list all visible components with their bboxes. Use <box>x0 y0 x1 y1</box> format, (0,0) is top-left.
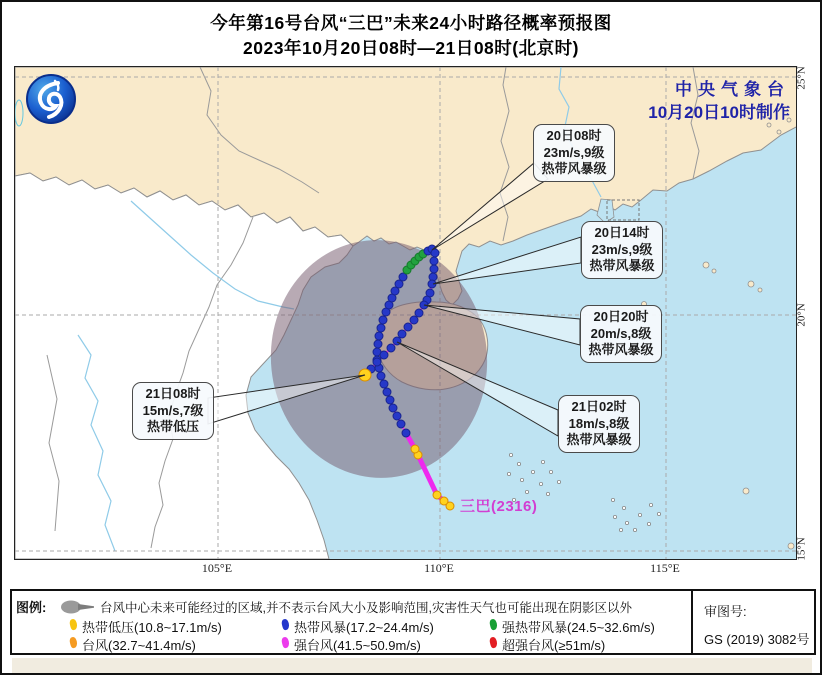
legend-marker-td <box>69 618 78 630</box>
map-canvas <box>15 67 796 559</box>
callout-wind: 15m/s,7级 <box>142 402 204 418</box>
watermark-agency: 中央气象台 <box>675 80 790 99</box>
callout-category: 热带风暴级 <box>589 258 655 273</box>
callout-category: 热带风暴级 <box>588 342 654 357</box>
callout-time: 21日02时 <box>571 399 627 414</box>
legend-item-ty: 台风(32.7~41.4m/s) <box>82 638 196 653</box>
legend-marker-sts <box>489 618 498 630</box>
legend-item-super-ty: 超强台风(≥51m/s) <box>502 638 606 653</box>
callout-21d02h <box>558 395 640 453</box>
callout-category: 热带风暴级 <box>541 161 607 176</box>
legend-item-sty: 强台风(41.5~50.9m/s) <box>294 638 421 653</box>
callout-time: 21日08时 <box>145 386 201 401</box>
page-title-line2: 2023年10月20日08时—21日08时(北京时) <box>243 38 579 58</box>
legend-marker-super-ty <box>489 636 498 648</box>
legend-title: 图例: <box>16 600 47 615</box>
legend-item-td: 热带低压(10.8~17.1m/s) <box>82 620 222 635</box>
legend-item-sts: 强热带风暴(24.5~32.6m/s) <box>502 620 655 635</box>
callout-time: 20日20时 <box>593 309 649 324</box>
callout-category: 热带低压 <box>146 419 199 434</box>
callout-20d20h <box>580 305 662 363</box>
callout-category: 热带风暴级 <box>566 432 632 447</box>
probability-area-icon <box>60 599 96 615</box>
lon-label-105e: 105°E <box>201 561 233 575</box>
legend-panel <box>10 589 816 655</box>
callout-wind: 18m/s,8级 <box>568 415 630 431</box>
lon-label-115e: 115°E <box>650 561 680 575</box>
legend-marker-ty <box>69 636 78 648</box>
map-review-number: GS (2019) 3082号 <box>704 632 810 647</box>
lon-label-110e: 110°E <box>424 561 454 575</box>
callout-time: 20日08时 <box>546 128 602 143</box>
callout-wind: 20m/s,8级 <box>590 325 652 341</box>
legend-note: 台风中心未来可能经过的区域,并不表示台风大小及影响范围,灾害性天气也可能出现在阴影区以外 <box>100 601 632 615</box>
page-title-line1: 今年第16号台风“三巴”未来24小时路径概率预报图 <box>210 13 612 33</box>
callout-wind: 23m/s,9级 <box>591 241 653 257</box>
legend-divider <box>691 591 693 653</box>
callout-20d14h <box>581 221 663 279</box>
lat-label-20n: 20°N <box>795 303 808 327</box>
bottom-strip <box>12 658 812 673</box>
callout-time: 20日14时 <box>594 225 650 240</box>
map-review-label: 审图号: <box>704 604 747 619</box>
watermark-issued-time: 10月20日10时制作 <box>648 103 790 122</box>
storm-name-label: 三巴(2316) <box>460 498 538 515</box>
callout-20d08h <box>533 124 615 182</box>
lat-label-15n: 15°N <box>795 537 808 561</box>
lat-label-25n: 25°N <box>795 66 808 90</box>
forecast-map <box>14 66 797 560</box>
legend-item-ts: 热带风暴(17.2~24.4m/s) <box>294 620 434 635</box>
legend-marker-ts <box>281 618 290 630</box>
callout-wind: 23m/s,9级 <box>543 144 605 160</box>
legend-marker-sty <box>281 636 290 648</box>
callout-21d08h <box>132 382 214 440</box>
